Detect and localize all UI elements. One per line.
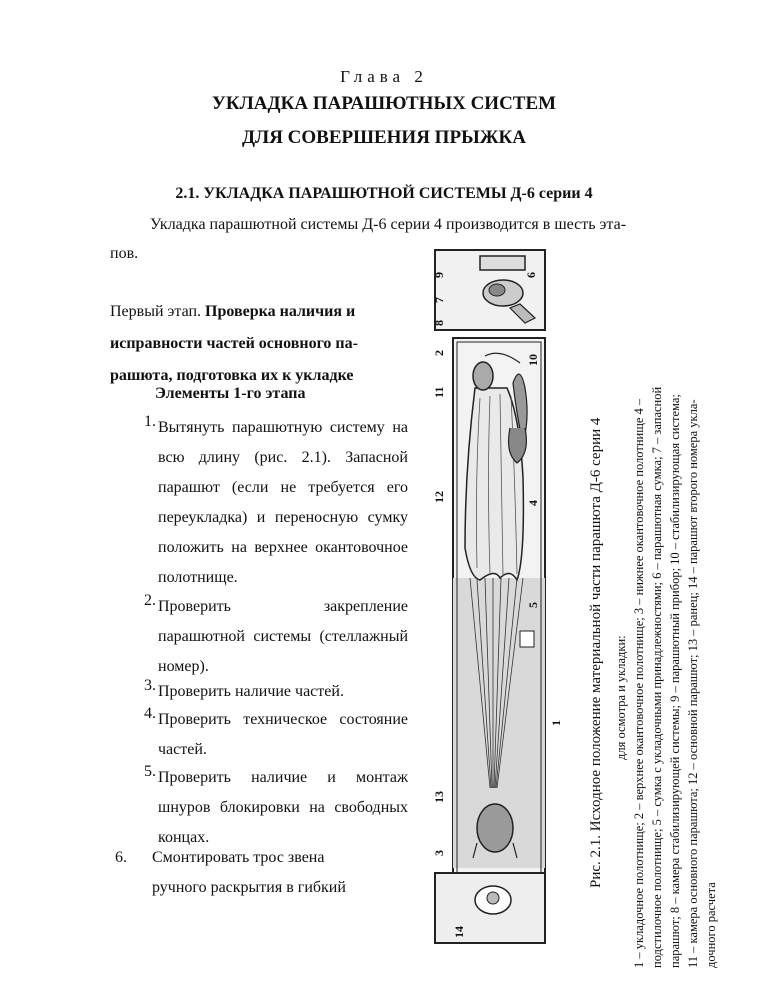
figure-label: 2 [432,350,446,356]
list-item-text: Проверить наличие и монтаж шнуров блокировки на свободных концах. [158,769,408,846]
stage-heading [110,296,410,392]
list-item-text: Проверить закрепление парашютной системы (стеллажный номер). [158,598,408,675]
figure-label: 6 [524,272,538,278]
list-item-number: 1. [144,413,156,430]
elements-heading: Элементы 1-го этапа [155,385,306,402]
figure-legend-line: подстилочное полотнище; 5 – сумка с укладочными принадлежностями; 6 – парашютная сумка; 7 – запасной [650,386,664,968]
stage-bold-line-2: исправности частей основного па- [110,335,358,352]
intro-paragraph-line-2: пов. [110,245,139,262]
figure-legend-line: парашют; 8 – камера стабилизирующей системы; 9 – парашютный прибор; 10 – стабилизирующая система; [668,394,682,968]
list-item-number: 4. [144,705,156,722]
list-item-text: Проверить техническое состояние частей. [158,711,408,758]
figure-caption-title: Рис. 2.1. Исходное положение материальной части парашюта Д-6 серии 4 [588,417,604,888]
figure-legend-line: 11 – камера основного парашюта; 12 – основной парашют; 13 – ранец; 14 – парашют второго номера укла- [686,399,700,968]
figure-label: 3 [432,850,446,856]
figure-label: 12 [432,491,446,503]
figure-legend-line: дочного расчета [704,882,718,968]
figure-legend-line: 1 – укладочное полотнище; 2 – верхнее окантовочное полотнище; 3 – нижнее окантовочное полотнище 4 – [632,398,646,968]
stage-bold-line-1: Проверка наличия и [205,303,356,320]
list-item-text: Проверить наличие частей. [158,683,344,700]
stage-prefix: Первый этап. [110,303,206,320]
figure-label: 5 [526,602,540,608]
figure-caption-subtitle: для осмотра и укладки: [614,635,628,760]
figure-label: 13 [432,791,446,803]
list-item-text: Вытянуть парашютную систему на всю длину (рис. 2.1). Запасной парашют (если не требуется его переукладка) и переносную сумку положить на верхнее окантовочное полотнище. [158,419,408,586]
list-item-number: 2. [144,592,156,609]
section-title: 2.1. УКЛАДКА ПАРАШЮТНОЙ СИСТЕМЫ Д-6 серии 4 [175,185,593,202]
figure-label: 11 [432,386,446,398]
list-item-6-number: 6. [115,849,127,866]
figure-label: 14 [452,926,466,938]
figure-label: 10 [526,354,540,366]
list-item-6-line-2: ручного раскрытия в гибкий [152,879,346,896]
chapter-label: Глава 2 [340,67,428,86]
figure-label: 9 [432,272,446,278]
figure-label: 8 [432,320,446,326]
intro-paragraph-line-1: Укладка парашютной системы Д-6 серии 4 производится в шесть эта- [150,216,627,233]
figure-label: 1 [549,720,563,726]
list-item-6-line-1: Смонтировать трос звена [152,849,325,866]
list-item-number: 5. [144,763,156,780]
chapter-title-line-1: УКЛАДКА ПАРАШЮТНЫХ СИСТЕМ [211,93,557,114]
figure-label: 7 [432,297,446,303]
list-item-number: 3. [144,677,156,694]
stage-bold-line-3: рашюта, подготовка их к укладке [110,367,354,384]
figure-label: 4 [526,500,540,506]
chapter-title-line-2: ДЛЯ СОВЕРШЕНИЯ ПРЫЖКА [241,127,527,148]
parachute-figure [425,248,575,948]
